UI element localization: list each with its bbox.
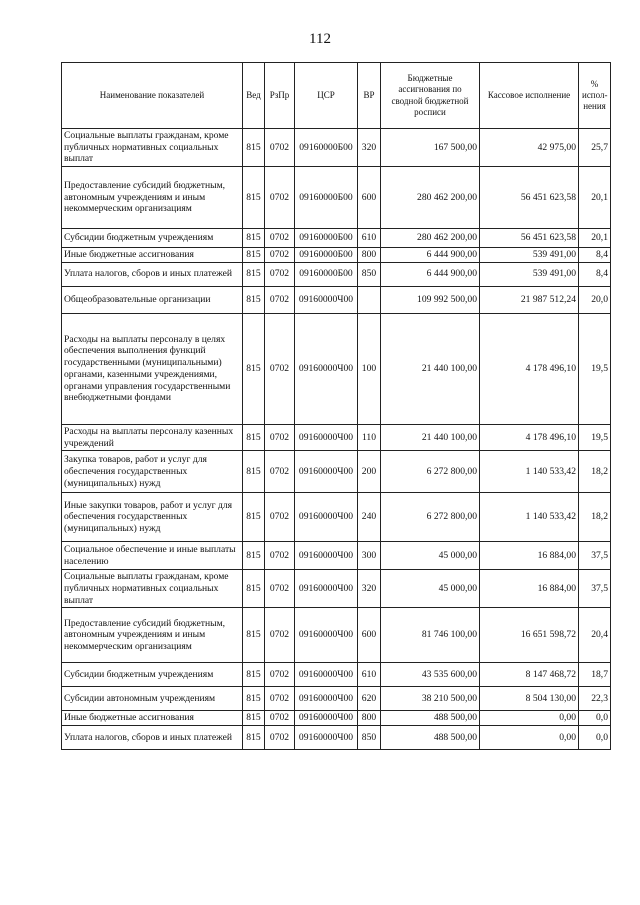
table-row [62, 424, 611, 450]
row-budget-cell: 81 746 100,00 [381, 608, 480, 663]
row-ved-cell: 815 [243, 229, 265, 248]
table-row [62, 167, 611, 229]
row-ved-cell: 815 [243, 451, 265, 493]
row-name-cell: Предоставление субсидий бюджетным, автономным учреждениям и иным некоммерческим организациям [62, 167, 243, 229]
row-rzpr-cell: 0702 [265, 286, 295, 313]
row-budget-cell: 21 440 100,00 [381, 313, 480, 424]
table-row [62, 711, 611, 726]
row-budget-cell: 280 462 200,00 [381, 167, 480, 229]
row-csr-cell: 09160000Ч00 [295, 711, 358, 726]
row-ved-cell: 815 [243, 424, 265, 450]
row-budget-cell: 45 000,00 [381, 570, 480, 608]
table-row [62, 663, 611, 687]
row-cash-cell: 56 451 623,58 [480, 229, 579, 248]
row-csr-cell: 09160000Ч00 [295, 726, 358, 750]
row-cash-cell: 16 884,00 [480, 542, 579, 570]
row-percent-cell: 8,4 [579, 248, 611, 263]
row-rzpr-cell: 0702 [265, 229, 295, 248]
row-csr-cell: 09160000Ч00 [295, 493, 358, 542]
row-percent-cell: 18,2 [579, 493, 611, 542]
row-budget-cell: 488 500,00 [381, 726, 480, 750]
row-vr-cell: 800 [358, 711, 381, 726]
row-ved-cell: 815 [243, 248, 265, 263]
row-csr-cell: 09160000Б00 [295, 248, 358, 263]
row-rzpr-cell: 0702 [265, 687, 295, 711]
row-cash-cell: 539 491,00 [480, 262, 579, 286]
row-budget-cell: 280 462 200,00 [381, 229, 480, 248]
row-cash-cell: 56 451 623,58 [480, 167, 579, 229]
row-name-cell: Общеобразовательные организации [62, 286, 243, 313]
row-ved-cell: 815 [243, 608, 265, 663]
row-vr-cell: 850 [358, 262, 381, 286]
row-rzpr-cell: 0702 [265, 663, 295, 687]
row-ved-cell: 815 [243, 313, 265, 424]
row-vr-cell: 320 [358, 129, 381, 167]
table-row [62, 248, 611, 263]
row-rzpr-cell: 0702 [265, 451, 295, 493]
col-header-name: Наименование показателей [62, 63, 243, 129]
col-header-csr: ЦСР [295, 63, 358, 129]
row-csr-cell: 09160000Ч00 [295, 424, 358, 450]
row-rzpr-cell: 0702 [265, 129, 295, 167]
row-percent-cell: 0,0 [579, 726, 611, 750]
row-budget-cell: 21 440 100,00 [381, 424, 480, 450]
row-name-cell: Иные закупки товаров, работ и услуг для обеспечения государственных (муниципальных) нужд [62, 493, 243, 542]
row-cash-cell: 16 884,00 [480, 570, 579, 608]
col-header-budget: Бюджетные ассигнования по сводной бюджетной росписи [381, 63, 480, 129]
row-ved-cell: 815 [243, 262, 265, 286]
table-row [62, 493, 611, 542]
row-vr-cell: 320 [358, 570, 381, 608]
row-cash-cell: 1 140 533,42 [480, 451, 579, 493]
row-rzpr-cell: 0702 [265, 608, 295, 663]
row-ved-cell: 815 [243, 167, 265, 229]
row-percent-cell: 18,7 [579, 663, 611, 687]
row-cash-cell: 1 140 533,42 [480, 493, 579, 542]
row-percent-cell: 8,4 [579, 262, 611, 286]
row-csr-cell: 09160000Б00 [295, 129, 358, 167]
row-percent-cell: 37,5 [579, 570, 611, 608]
row-cash-cell: 0,00 [480, 726, 579, 750]
row-cash-cell: 4 178 496,10 [480, 424, 579, 450]
row-vr-cell: 850 [358, 726, 381, 750]
row-rzpr-cell: 0702 [265, 570, 295, 608]
row-budget-cell: 167 500,00 [381, 129, 480, 167]
row-cash-cell: 4 178 496,10 [480, 313, 579, 424]
row-name-cell: Социальное обеспечение и иные выплаты населению [62, 542, 243, 570]
row-rzpr-cell: 0702 [265, 262, 295, 286]
row-budget-cell: 488 500,00 [381, 711, 480, 726]
row-percent-cell: 22,3 [579, 687, 611, 711]
row-csr-cell: 09160000Ч00 [295, 451, 358, 493]
row-cash-cell: 539 491,00 [480, 248, 579, 263]
row-csr-cell: 09160000Ч00 [295, 608, 358, 663]
row-vr-cell: 620 [358, 687, 381, 711]
row-csr-cell: 09160000Б00 [295, 262, 358, 286]
table-row [62, 451, 611, 493]
col-header-cash: Кассовое исполнение [480, 63, 579, 129]
row-percent-cell: 20,1 [579, 229, 611, 248]
table-row [62, 129, 611, 167]
row-name-cell: Иные бюджетные ассигнования [62, 711, 243, 726]
row-percent-cell: 19,5 [579, 313, 611, 424]
row-ved-cell: 815 [243, 542, 265, 570]
budget-table [61, 62, 611, 750]
row-budget-cell: 109 992 500,00 [381, 286, 480, 313]
row-name-cell: Социальные выплаты гражданам, кроме публичных нормативных социальных выплат [62, 129, 243, 167]
row-csr-cell: 09160000Ч00 [295, 687, 358, 711]
row-csr-cell: 09160000Ч00 [295, 542, 358, 570]
row-percent-cell: 19,5 [579, 424, 611, 450]
row-vr-cell: 200 [358, 451, 381, 493]
row-vr-cell: 600 [358, 167, 381, 229]
table-row [62, 542, 611, 570]
row-name-cell: Социальные выплаты гражданам, кроме публичных нормативных социальных выплат [62, 570, 243, 608]
row-percent-cell: 37,5 [579, 542, 611, 570]
row-cash-cell: 8 147 468,72 [480, 663, 579, 687]
row-budget-cell: 6 272 800,00 [381, 451, 480, 493]
row-csr-cell: 09160000Б00 [295, 167, 358, 229]
row-csr-cell: 09160000Ч00 [295, 313, 358, 424]
row-csr-cell: 09160000Ч00 [295, 570, 358, 608]
row-csr-cell: 09160000Ч00 [295, 286, 358, 313]
row-rzpr-cell: 0702 [265, 167, 295, 229]
row-csr-cell: 09160000Б00 [295, 229, 358, 248]
row-cash-cell: 42 975,00 [480, 129, 579, 167]
row-budget-cell: 6 444 900,00 [381, 248, 480, 263]
row-percent-cell: 20,0 [579, 286, 611, 313]
row-name-cell: Иные бюджетные ассигнования [62, 248, 243, 263]
row-name-cell: Субсидии бюджетным учреждениям [62, 229, 243, 248]
row-rzpr-cell: 0702 [265, 726, 295, 750]
row-name-cell: Предоставление субсидий бюджетным, автономным учреждениям и иным некоммерческим организациям [62, 608, 243, 663]
table-row [62, 570, 611, 608]
row-name-cell: Субсидии бюджетным учреждениям [62, 663, 243, 687]
col-header-ved: Вед [243, 63, 265, 129]
row-budget-cell: 45 000,00 [381, 542, 480, 570]
row-percent-cell: 20,1 [579, 167, 611, 229]
row-vr-cell: 600 [358, 608, 381, 663]
row-name-cell: Уплата налогов, сборов и иных платежей [62, 262, 243, 286]
row-percent-cell: 18,2 [579, 451, 611, 493]
row-vr-cell: 300 [358, 542, 381, 570]
row-cash-cell: 16 651 598,72 [480, 608, 579, 663]
row-name-cell: Расходы на выплаты персоналу в целях обеспечения выполнения функций государственными (муниципальными) органами, казенными учреждениями, органами управления государственными внебюджетными фондами [62, 313, 243, 424]
row-vr-cell: 240 [358, 493, 381, 542]
row-rzpr-cell: 0702 [265, 248, 295, 263]
table-row [62, 726, 611, 750]
row-name-cell: Субсидии автономным учреждениям [62, 687, 243, 711]
row-rzpr-cell: 0702 [265, 711, 295, 726]
row-cash-cell: 21 987 512,24 [480, 286, 579, 313]
row-ved-cell: 815 [243, 493, 265, 542]
row-percent-cell: 20,4 [579, 608, 611, 663]
col-header-rzpr: РзПр [265, 63, 295, 129]
row-ved-cell: 815 [243, 726, 265, 750]
table-row [62, 286, 611, 313]
row-vr-cell: 100 [358, 313, 381, 424]
row-name-cell: Расходы на выплаты персоналу казенных учреждений [62, 424, 243, 450]
row-budget-cell: 38 210 500,00 [381, 687, 480, 711]
row-ved-cell: 815 [243, 687, 265, 711]
table-row [62, 262, 611, 286]
col-header-percent: % испол-нения [579, 63, 611, 129]
table-row [62, 313, 611, 424]
row-name-cell: Уплата налогов, сборов и иных платежей [62, 726, 243, 750]
row-percent-cell: 0,0 [579, 711, 611, 726]
row-vr-cell: 110 [358, 424, 381, 450]
row-percent-cell: 25,7 [579, 129, 611, 167]
row-budget-cell: 6 272 800,00 [381, 493, 480, 542]
row-ved-cell: 815 [243, 711, 265, 726]
row-vr-cell [358, 286, 381, 313]
row-vr-cell: 800 [358, 248, 381, 263]
table-row [62, 608, 611, 663]
row-vr-cell: 610 [358, 663, 381, 687]
row-budget-cell: 6 444 900,00 [381, 262, 480, 286]
row-cash-cell: 8 504 130,00 [480, 687, 579, 711]
row-ved-cell: 815 [243, 129, 265, 167]
row-ved-cell: 815 [243, 286, 265, 313]
row-rzpr-cell: 0702 [265, 542, 295, 570]
table-row [62, 687, 611, 711]
table-body [62, 129, 611, 750]
row-ved-cell: 815 [243, 663, 265, 687]
table-row [62, 229, 611, 248]
table-header-row [62, 63, 611, 129]
row-name-cell: Закупка товаров, работ и услуг для обеспечения государственных (муниципальных) нужд [62, 451, 243, 493]
row-budget-cell: 43 535 600,00 [381, 663, 480, 687]
row-rzpr-cell: 0702 [265, 424, 295, 450]
row-csr-cell: 09160000Ч00 [295, 663, 358, 687]
row-cash-cell: 0,00 [480, 711, 579, 726]
page-number: 112 [309, 31, 331, 47]
col-header-vr: ВР [358, 63, 381, 129]
row-vr-cell: 610 [358, 229, 381, 248]
row-rzpr-cell: 0702 [265, 493, 295, 542]
row-ved-cell: 815 [243, 570, 265, 608]
row-rzpr-cell: 0702 [265, 313, 295, 424]
